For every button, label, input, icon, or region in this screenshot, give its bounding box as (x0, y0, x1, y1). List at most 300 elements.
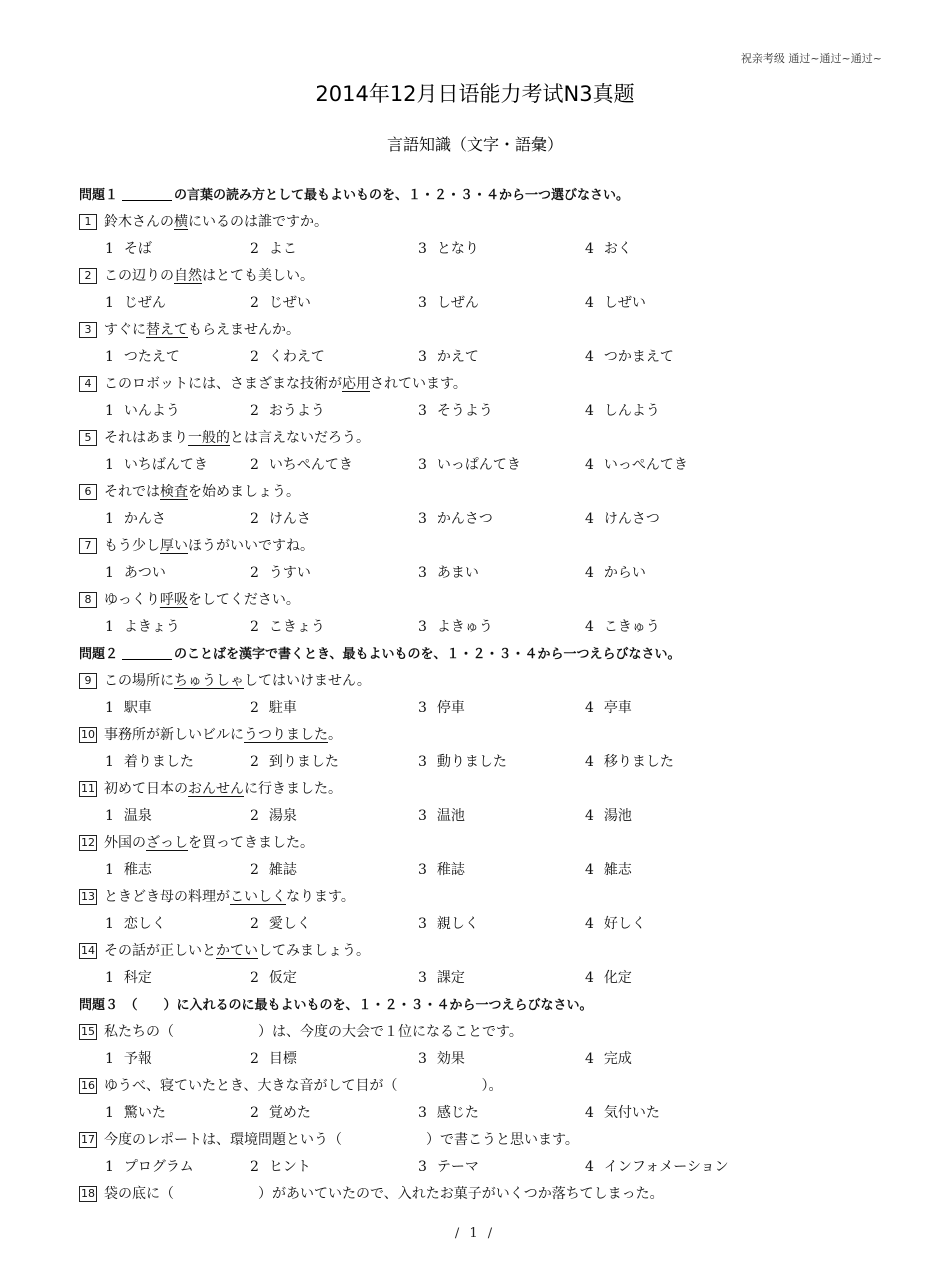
section-heading (79, 182, 879, 209)
answer-option[interactable] (105, 965, 152, 992)
option-text: おうよう (268, 403, 325, 419)
underlined-target: 一般的 (188, 430, 230, 446)
question-line (79, 1181, 879, 1208)
exam-content (79, 182, 879, 1208)
option-text: よこ (268, 241, 297, 257)
question-text: 外国の (104, 835, 146, 851)
option-number: 3 (418, 1105, 427, 1121)
option-text: 恋しく (123, 916, 166, 932)
option-number: 2 (250, 295, 259, 311)
question-text: もう少し (104, 538, 160, 554)
option-number: 1 (105, 1051, 114, 1067)
answer-option[interactable] (250, 695, 297, 722)
option-number: 2 (250, 349, 259, 365)
underlined-target: ちゅうしゃ (174, 673, 244, 689)
option-number: 4 (585, 1051, 594, 1067)
options-row (79, 398, 879, 425)
option-number: 1 (105, 457, 114, 473)
answer-option[interactable] (250, 1154, 311, 1181)
options-row (79, 344, 879, 371)
option-text: 驚いた (123, 1105, 166, 1121)
answer-option[interactable] (585, 236, 632, 263)
question-line (79, 317, 879, 344)
option-text: 稚誌 (436, 862, 465, 878)
option-number: 1 (105, 916, 114, 932)
answer-option[interactable] (250, 398, 325, 425)
option-number: 1 (105, 1159, 114, 1175)
option-text: 化定 (603, 970, 632, 986)
answer-option[interactable] (418, 398, 493, 425)
answer-option[interactable] (105, 344, 180, 371)
answer-option[interactable] (105, 560, 166, 587)
question-number-box: 17 (81, 1133, 95, 1146)
options-row (79, 749, 879, 776)
section-instruction: の言葉の読み方として最もよいものを、１・２・３・４から一つ選びなさい。 (174, 188, 630, 203)
answer-option[interactable] (585, 398, 660, 425)
section-heading (79, 641, 879, 668)
options-row (79, 965, 879, 992)
option-text: じぜい (268, 295, 311, 311)
answer-option[interactable] (585, 1046, 632, 1073)
underlined-target: かてい (216, 943, 258, 959)
answer-option[interactable] (105, 803, 152, 830)
question-text-end: をしてください。 (187, 592, 300, 608)
options-row (79, 911, 879, 938)
document-title: 2014年12月日语能力考试N3真题 (315, 82, 635, 106)
answer-option[interactable] (105, 290, 166, 317)
options-row (79, 614, 879, 641)
option-number: 1 (105, 1105, 114, 1121)
option-text: 駅車 (123, 700, 152, 716)
question-text-end: もらえませんか。 (188, 322, 300, 338)
underlined-target: 検査 (160, 484, 188, 500)
option-number: 3 (418, 862, 427, 878)
option-text: つかまえて (603, 349, 674, 365)
answer-option[interactable] (585, 1154, 729, 1181)
answer-blank (122, 646, 172, 660)
option-text: プログラム (123, 1159, 194, 1175)
question-text-end: ほうがいいですね。 (188, 538, 314, 554)
option-number: 2 (250, 970, 259, 986)
option-text: からい (603, 565, 646, 581)
question-text: この辺りの (104, 268, 174, 284)
question-text: ゆっくり (104, 592, 160, 608)
option-text: うすい (268, 565, 311, 581)
question-number-box: 1 (79, 214, 97, 230)
answer-option[interactable] (585, 452, 688, 479)
option-number: 1 (105, 565, 114, 581)
option-text: 移りました (603, 754, 674, 770)
question-text-end: はとても美しい。 (202, 268, 314, 284)
option-text: かんさつ (436, 511, 493, 527)
question-line (79, 722, 879, 749)
question-text: 事務所が新しいビルに (104, 727, 244, 743)
question-line (79, 830, 879, 857)
question-text-end: してはいけません。 (244, 673, 371, 689)
question-line (79, 938, 879, 965)
question-number-box: 10 (81, 728, 95, 741)
option-number: 1 (105, 241, 114, 257)
question-line (79, 668, 879, 695)
option-text: つたえて (123, 349, 180, 365)
section-label: 問題２ (79, 647, 119, 662)
option-number: 3 (418, 511, 427, 527)
question-line (79, 371, 879, 398)
question-text: ときどき母の料理が (104, 889, 230, 905)
answer-option[interactable] (105, 749, 194, 776)
option-number: 3 (418, 970, 427, 986)
question-text: 鈴木さんの (104, 214, 174, 230)
question-text: その話が正しいと (104, 943, 216, 959)
option-number: 4 (585, 808, 594, 824)
option-number: 2 (250, 241, 259, 257)
option-number: 4 (585, 349, 594, 365)
options-row (79, 560, 879, 587)
question-number-box: 12 (81, 836, 95, 849)
question-number-box: 15 (81, 1025, 95, 1038)
option-number: 4 (585, 1105, 594, 1121)
answer-option[interactable] (585, 749, 674, 776)
question-text-end: なります。 (286, 889, 355, 905)
question-line (79, 776, 879, 803)
answer-option[interactable] (105, 614, 180, 641)
underlined-target: ざっし (146, 835, 188, 851)
answer-option[interactable] (418, 1154, 479, 1181)
answer-option[interactable] (418, 857, 465, 884)
option-text: 停車 (436, 700, 465, 716)
answer-option[interactable] (418, 560, 479, 587)
question-text-end: に行きました。 (244, 781, 342, 797)
option-number: 3 (418, 700, 427, 716)
question-line (79, 1073, 879, 1100)
option-number: 2 (250, 403, 259, 419)
question-number-box: 14 (81, 944, 95, 957)
option-text: かんさ (123, 511, 166, 527)
option-number: 2 (250, 700, 259, 716)
question-number-box: 16 (81, 1079, 95, 1092)
question-text: このロボットには、さまざまな技術が (104, 376, 342, 392)
answer-option[interactable] (418, 236, 479, 263)
answer-option[interactable] (105, 857, 152, 884)
option-text: 目標 (268, 1051, 297, 1067)
option-text: 愛しく (268, 916, 311, 932)
answer-option[interactable] (105, 911, 166, 938)
answer-option[interactable] (418, 695, 465, 722)
answer-option[interactable] (250, 749, 339, 776)
section-heading (79, 992, 879, 1019)
question-line (79, 884, 879, 911)
header-note: 祝亲考级 通过~通过~通过~ (740, 52, 882, 65)
underlined-target: 替えて (146, 322, 188, 338)
option-text: 亭車 (603, 700, 632, 716)
option-number: 3 (418, 295, 427, 311)
answer-option[interactable] (585, 911, 646, 938)
option-text: インフォメーション (603, 1159, 729, 1175)
question-text: すぐに (104, 322, 146, 338)
underlined-target: こいしく (230, 889, 286, 905)
option-number: 4 (585, 754, 594, 770)
option-text: そうよう (436, 403, 493, 419)
option-text: くわえて (268, 349, 325, 365)
answer-option[interactable] (105, 1046, 152, 1073)
option-number: 2 (250, 754, 259, 770)
option-number: 1 (105, 808, 114, 824)
answer-option[interactable] (105, 236, 152, 263)
options-row (79, 803, 879, 830)
option-number: 4 (585, 700, 594, 716)
answer-option[interactable] (250, 1046, 297, 1073)
question-text-end: とは言えないだろう。 (230, 430, 370, 446)
question-text: それでは (104, 484, 160, 500)
option-text: 駐車 (268, 700, 297, 716)
section-instruction: のことばを漢字で書くとき、最もよいものを、１・２・３・４から一つえらびなさい。 (174, 647, 681, 662)
option-number: 4 (585, 862, 594, 878)
answer-option[interactable] (250, 803, 297, 830)
answer-option[interactable] (585, 290, 646, 317)
option-text: しぜん (436, 295, 479, 311)
option-number: 3 (418, 754, 427, 770)
option-text: 覚めた (268, 1105, 311, 1121)
answer-option[interactable] (418, 290, 479, 317)
answer-option[interactable] (105, 506, 166, 533)
option-text: 雑志 (603, 862, 632, 878)
options-row (79, 1100, 879, 1127)
question-line (79, 1019, 879, 1046)
answer-option[interactable] (250, 560, 311, 587)
answer-option[interactable] (250, 506, 311, 533)
option-text: よきょう (123, 619, 180, 635)
options-row (79, 236, 879, 263)
answer-option[interactable] (250, 344, 325, 371)
option-number: 2 (250, 619, 259, 635)
option-text: テーマ (436, 1159, 479, 1175)
option-number: 4 (585, 295, 594, 311)
option-number: 3 (418, 916, 427, 932)
answer-option[interactable] (250, 290, 311, 317)
option-text: 仮定 (268, 970, 297, 986)
question-text-end: 。 (328, 727, 342, 743)
answer-option[interactable] (418, 911, 479, 938)
answer-option[interactable] (585, 614, 660, 641)
answer-option[interactable] (585, 803, 632, 830)
answer-option[interactable] (250, 857, 297, 884)
option-text: 着りました (123, 754, 194, 770)
underlined-target: 応用 (342, 376, 370, 392)
option-text: ヒント (268, 1159, 311, 1175)
option-text: おく (603, 241, 632, 257)
question-number-box: 11 (81, 782, 95, 795)
option-number: 4 (585, 970, 594, 986)
option-text: じぜん (123, 295, 166, 311)
option-text: 稚志 (123, 862, 152, 878)
question-number-box: 6 (79, 484, 97, 500)
option-text: 動りました (436, 754, 507, 770)
option-text: こきゅう (603, 619, 660, 635)
option-text: 温泉 (123, 808, 152, 824)
option-text: 完成 (603, 1051, 632, 1067)
question-text-end: を始めましょう。 (188, 484, 300, 500)
option-number: 1 (105, 619, 114, 635)
page-number: / 1 / (454, 1226, 496, 1241)
question-text: 袋の底に（ ）があいていたので、入れたお菓子がいくつか落ちてしまった。 (104, 1186, 664, 1202)
option-text: よきゅう (436, 619, 493, 635)
option-number: 1 (105, 295, 114, 311)
answer-option[interactable] (105, 1100, 166, 1127)
option-number: 4 (585, 565, 594, 581)
option-number: 2 (250, 511, 259, 527)
answer-option[interactable] (250, 236, 297, 263)
question-text: 初めて日本の (104, 781, 188, 797)
question-text-end: にいるのは誰ですか。 (188, 214, 328, 230)
options-row (79, 290, 879, 317)
option-number: 4 (585, 1159, 594, 1175)
option-number: 3 (418, 1159, 427, 1175)
option-text: いちばんてき (123, 457, 208, 473)
answer-option[interactable] (585, 344, 674, 371)
option-text: かえて (436, 349, 479, 365)
options-row (79, 452, 879, 479)
option-number: 1 (105, 970, 114, 986)
question-number-box: 4 (79, 376, 97, 392)
answer-option[interactable] (418, 965, 465, 992)
option-text: となり (436, 241, 479, 257)
question-line (79, 263, 879, 290)
question-text: 私たちの（ ）は、今度の大会で１位になることです。 (104, 1024, 523, 1040)
question-line (79, 209, 879, 236)
option-text: あつい (123, 565, 166, 581)
option-number: 3 (418, 1051, 427, 1067)
answer-blank (122, 187, 172, 201)
option-text: いちぺんてき (268, 457, 353, 473)
question-number-box: 2 (79, 268, 97, 284)
options-row (79, 506, 879, 533)
question-line (79, 587, 879, 614)
option-text: そば (123, 241, 152, 257)
answer-option[interactable] (585, 560, 646, 587)
question-line (79, 1127, 879, 1154)
option-number: 4 (585, 457, 594, 473)
option-text: 好しく (603, 916, 646, 932)
option-number: 4 (585, 511, 594, 527)
options-row (79, 1154, 879, 1181)
option-number: 3 (418, 619, 427, 635)
option-text: 湯池 (603, 808, 632, 824)
option-text: 感じた (436, 1105, 479, 1121)
option-text: いっぺんてき (603, 457, 688, 473)
underlined-target: うつりました (244, 727, 328, 743)
answer-option[interactable] (418, 1046, 465, 1073)
underlined-target: 厚い (160, 538, 188, 554)
question-text: 今度のレポートは、環境問題という（ ）で書こうと思います。 (104, 1132, 579, 1148)
answer-option[interactable] (250, 1100, 311, 1127)
option-number: 2 (250, 1159, 259, 1175)
answer-option[interactable] (250, 452, 353, 479)
option-text: いんよう (123, 403, 180, 419)
answer-option[interactable] (418, 614, 493, 641)
option-text: 親しく (436, 916, 479, 932)
option-number: 2 (250, 916, 259, 932)
answer-option[interactable] (418, 506, 493, 533)
answer-option[interactable] (418, 803, 465, 830)
underlined-target: 呼吸 (159, 592, 188, 608)
section-label: 問題３ (79, 998, 119, 1013)
answer-option[interactable] (585, 1100, 660, 1127)
question-number-box: 18 (81, 1187, 95, 1200)
question-number-box: 5 (79, 430, 97, 446)
question-number-box: 8 (79, 592, 97, 608)
option-number: 2 (250, 808, 259, 824)
question-line (79, 479, 879, 506)
option-number: 1 (105, 862, 114, 878)
option-text: 気付いた (603, 1105, 660, 1121)
answer-option[interactable] (105, 1154, 194, 1181)
option-number: 1 (105, 700, 114, 716)
answer-option[interactable] (105, 452, 208, 479)
options-row (79, 1046, 879, 1073)
answer-option[interactable] (250, 911, 311, 938)
answer-option[interactable] (418, 749, 507, 776)
option-number: 4 (585, 403, 594, 419)
option-number: 3 (418, 565, 427, 581)
section-instruction: （ ）に入れるのに最もよいものを、１・２・３・４から一つえらびなさい。 (131, 998, 593, 1013)
question-text: ゆうべ、寝ていたとき、大きな音がして目が（ ）。 (104, 1078, 503, 1094)
option-number: 3 (418, 457, 427, 473)
question-number-box: 7 (79, 538, 97, 554)
option-text: 雑誌 (268, 862, 297, 878)
option-number: 2 (250, 1051, 259, 1067)
option-number: 3 (418, 241, 427, 257)
answer-option[interactable] (105, 398, 180, 425)
option-text: いっぱんてき (436, 457, 521, 473)
answer-option[interactable] (250, 614, 325, 641)
option-number: 3 (418, 349, 427, 365)
option-number: 1 (105, 754, 114, 770)
option-number: 1 (105, 403, 114, 419)
question-text-end: を買ってきました。 (188, 835, 314, 851)
option-text: あまい (436, 565, 479, 581)
option-text: 効果 (436, 1051, 465, 1067)
question-line (79, 425, 879, 452)
section-label: 問題１ (79, 188, 119, 203)
options-row (79, 857, 879, 884)
option-number: 2 (250, 565, 259, 581)
underlined-target: 横 (174, 214, 188, 230)
option-text: 予報 (123, 1051, 152, 1067)
answer-option[interactable] (585, 695, 632, 722)
option-text: 湯泉 (268, 808, 297, 824)
answer-option[interactable] (585, 965, 632, 992)
option-text: こきょう (268, 619, 325, 635)
answer-option[interactable] (585, 506, 660, 533)
answer-option[interactable] (250, 965, 297, 992)
question-text-end: されています。 (370, 376, 467, 392)
underlined-target: 自然 (174, 268, 202, 284)
answer-option[interactable] (418, 452, 521, 479)
options-row (79, 695, 879, 722)
option-number: 2 (250, 1105, 259, 1121)
option-text: 温池 (436, 808, 465, 824)
option-number: 4 (585, 241, 594, 257)
answer-option[interactable] (418, 344, 479, 371)
answer-option[interactable] (418, 1100, 479, 1127)
option-number: 2 (250, 862, 259, 878)
answer-option[interactable] (585, 857, 632, 884)
option-number: 4 (585, 916, 594, 932)
underlined-target: おんせん (188, 781, 244, 797)
option-text: 到りました (268, 754, 339, 770)
question-text-end: してみましょう。 (258, 943, 370, 959)
answer-option[interactable] (105, 695, 152, 722)
